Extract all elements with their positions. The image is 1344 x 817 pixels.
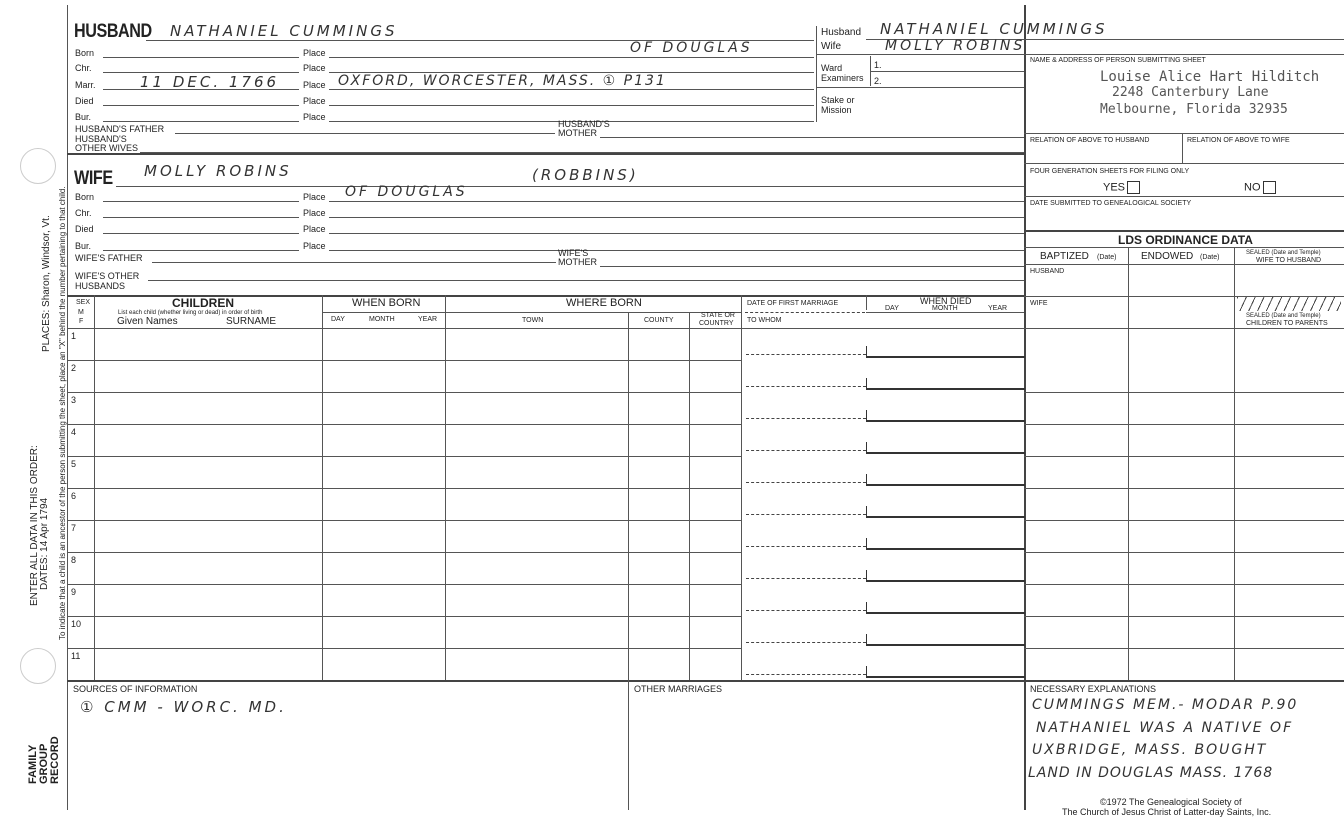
- tr-wife-label: Wife: [821, 41, 841, 52]
- endowed-date-label: (Date): [1200, 254, 1220, 261]
- lds-row-divider: [1024, 584, 1344, 585]
- born-year-header: YEAR: [418, 316, 438, 323]
- when-died-header: WHEN DIED: [920, 296, 972, 306]
- died-bracket: [866, 474, 1025, 486]
- surname-header: SURNAME: [226, 316, 277, 327]
- places-order: PLACES: Sharon, Windsor, Vt.: [41, 215, 52, 352]
- sex-f: F: [79, 318, 84, 325]
- explanations-label: NECESSARY EXPLANATIONS: [1030, 684, 1157, 694]
- hatched-box: [1237, 297, 1341, 311]
- first-marriage-dash: [746, 610, 866, 611]
- wife-born-place[interactable]: OF DOUGLAS: [345, 184, 468, 200]
- where-born-header: WHERE BORN: [566, 297, 642, 309]
- husband-chr-label: Chr.: [75, 63, 92, 73]
- lds-wife: WIFE: [1030, 300, 1048, 307]
- first-marriage-dash: [746, 514, 866, 515]
- child-row-divider: [67, 648, 741, 649]
- lds-row-divider: [1024, 648, 1344, 649]
- endowed-label: ENDOWED: [1141, 251, 1194, 262]
- baptized-date-label: (Date): [1097, 254, 1117, 261]
- sealed-children-1: SEALED (Date and Temple): [1246, 313, 1321, 319]
- lds-row-divider: [1024, 520, 1344, 521]
- sealed-wife-1: SEALED (Date and Temple): [1246, 250, 1321, 256]
- died-bracket: [866, 602, 1025, 614]
- husband-born-place-label: Place: [303, 48, 326, 58]
- child-row-divider: [67, 584, 741, 585]
- husband-bur-place-label: Place: [303, 112, 326, 122]
- form-title: FAMILY GROUP RECORD: [27, 736, 61, 784]
- husband-born-label: Born: [75, 48, 95, 58]
- explanation-line-4[interactable]: LAND IN DOUGLAS MASS. 1768: [1028, 765, 1274, 781]
- wife-chr-place-label: Place: [303, 208, 326, 218]
- died-bracket: [866, 506, 1025, 518]
- submitter-street[interactable]: 2248 Canterbury Lane: [1112, 85, 1269, 100]
- child-row-divider: [67, 520, 741, 521]
- date-submitted-label: DATE SUBMITTED TO GENEALOGICAL SOCIETY: [1030, 200, 1192, 207]
- first-marriage-header: DATE OF FIRST MARRIAGE: [747, 300, 839, 307]
- child-row[interactable]: [67, 360, 1024, 392]
- marriage-place[interactable]: OXFORD, WORCESTER, MASS. ① P131: [338, 73, 667, 89]
- stake-label-2: Mission: [821, 105, 852, 115]
- died-month-header: MONTH: [932, 305, 958, 312]
- no-checkbox[interactable]: [1244, 181, 1276, 194]
- died-bracket: [866, 346, 1025, 358]
- first-marriage-dash: [746, 354, 866, 355]
- child-row-divider: [67, 488, 741, 489]
- died-bracket: [866, 538, 1025, 550]
- lds-row-divider: [1024, 488, 1344, 489]
- child-row-number: 10: [71, 619, 82, 629]
- state-header-1: STATE OR: [701, 312, 735, 319]
- frame-ward: [816, 26, 817, 122]
- child-row[interactable]: [67, 456, 1024, 488]
- indicate-ancestor-note: To indicate that a child is an ancestor of the person submitting the sheet, place an "X" behind the number pertaining to that child.: [58, 186, 67, 640]
- husband-other-wives-1: HUSBAND'S: [75, 134, 127, 144]
- died-year-header: YEAR: [988, 305, 1008, 312]
- wife-bur-label: Bur.: [75, 241, 92, 251]
- to-whom-header: TO WHOM: [747, 317, 782, 324]
- frame-mid: [1024, 5, 1026, 810]
- died-day-header: DAY: [885, 305, 899, 312]
- husband-heading: HUSBAND: [74, 21, 152, 42]
- died-bracket: [866, 570, 1025, 582]
- baptized-label: BAPTIZED: [1040, 251, 1089, 262]
- town-header: TOWN: [522, 317, 544, 324]
- wife-mother-label-2: MOTHER: [558, 257, 597, 267]
- child-row[interactable]: [67, 328, 1024, 360]
- wife-born-place-label: Place: [303, 192, 326, 202]
- husband-father-label: HUSBAND'S FATHER: [75, 124, 165, 134]
- submitter-city[interactable]: Melbourne, Florida 32935: [1100, 102, 1288, 117]
- first-marriage-dash: [746, 642, 866, 643]
- binder-hole-top: [20, 148, 56, 184]
- child-row[interactable]: [67, 488, 1024, 520]
- child-row-divider: [67, 424, 741, 425]
- child-row[interactable]: [67, 552, 1024, 584]
- child-row-divider: [67, 456, 741, 457]
- examiner-2[interactable]: 2.: [874, 76, 882, 86]
- died-bracket: [866, 666, 1025, 678]
- husband-chr-place-label: Place: [303, 63, 326, 73]
- stake-label-1: Stake or: [821, 95, 855, 105]
- husband-name[interactable]: NATHANIEL CUMMINGS: [170, 22, 398, 40]
- examiners-label: Examiners: [821, 73, 864, 83]
- child-row-number: 11: [71, 651, 81, 661]
- child-row-divider: [67, 552, 741, 553]
- name-address-label: NAME & ADDRESS OF PERSON SUBMITTING SHEET: [1030, 57, 1206, 64]
- child-row-number: 5: [71, 459, 77, 469]
- lds-row-divider: [1024, 424, 1344, 425]
- sealed-children-2: CHILDREN TO PARENTS: [1246, 320, 1328, 327]
- lds-husband: HUSBAND: [1030, 268, 1065, 275]
- child-row[interactable]: [67, 520, 1024, 552]
- yes-checkbox[interactable]: [1103, 181, 1140, 194]
- children-instruction: List each child (whether living or dead) in order of birth: [118, 310, 263, 316]
- wife-father-label: WIFE'S FATHER: [75, 253, 143, 263]
- child-row[interactable]: [67, 392, 1024, 424]
- dates-order: DATES: 14 Apr 1794: [39, 497, 50, 590]
- husband-mother-label-1: HUSBAND'S: [558, 119, 610, 129]
- lds-row-divider: [1024, 552, 1344, 553]
- sources-text[interactable]: ① CMM - WORC. MD.: [80, 698, 287, 716]
- wife-born-label: Born: [75, 192, 95, 202]
- other-marriages-label: OTHER MARRIAGES: [634, 684, 723, 694]
- sex-m: M: [78, 309, 84, 316]
- husband-died-label: Died: [75, 96, 94, 106]
- first-marriage-dash: [746, 546, 866, 547]
- died-bracket: [866, 410, 1025, 422]
- sources-label: SOURCES OF INFORMATION: [73, 684, 198, 694]
- child-row[interactable]: [67, 584, 1024, 616]
- wife-died-label: Died: [75, 224, 94, 234]
- died-bracket: [866, 634, 1025, 646]
- lds-title: LDS ORDINANCE DATA: [1118, 233, 1253, 247]
- children-title: CHILDREN: [172, 296, 234, 310]
- state-header-2: COUNTRY: [699, 320, 734, 327]
- child-row-number: 4: [71, 427, 77, 437]
- first-marriage-dash: [746, 418, 866, 419]
- wife-alt-name[interactable]: (ROBBINS): [532, 166, 639, 184]
- husband-bur-label: Bur.: [75, 112, 92, 122]
- husband-mother-label-2: MOTHER: [558, 128, 597, 138]
- binder-hole-bottom: [20, 648, 56, 684]
- sealed-wife-2: WIFE TO HUSBAND: [1256, 257, 1322, 264]
- no-label: NO: [1244, 181, 1261, 194]
- child-row-number: 3: [71, 395, 77, 405]
- tr-husband-name[interactable]: NATHANIEL CUMMINGS: [880, 20, 1108, 38]
- child-row-number: 8: [71, 555, 77, 565]
- child-row-number: 9: [71, 587, 77, 597]
- child-row-number: 7: [71, 523, 77, 533]
- tr-husband-label: Husband: [821, 27, 862, 38]
- ward-label: Ward: [821, 63, 843, 73]
- wife-chr-label: Chr.: [75, 208, 92, 218]
- first-marriage-dash: [746, 578, 866, 579]
- no-box[interactable]: [1263, 181, 1276, 194]
- relation-husband-label: RELATION OF ABOVE TO HUSBAND: [1030, 137, 1150, 144]
- child-row-divider: [67, 392, 741, 393]
- copyright-1: ©1972 The Genealogical Society of: [1100, 797, 1242, 807]
- husband-born-place[interactable]: OF DOUGLAS: [630, 40, 753, 56]
- copyright-2: The Church of Jesus Christ of Latter-day Saints, Inc.: [1062, 807, 1272, 817]
- wife-bur-place-label: Place: [303, 241, 326, 251]
- first-marriage-dash: [746, 482, 866, 483]
- lds-row-divider: [1024, 616, 1344, 617]
- four-gen-label: FOUR GENERATION SHEETS FOR FILING ONLY: [1030, 168, 1190, 175]
- marriage-date[interactable]: 11 DEC. 1766: [140, 73, 280, 91]
- wife-heading: WIFE: [74, 168, 113, 189]
- tr-wife-name[interactable]: MOLLY ROBINS: [885, 38, 1026, 54]
- child-row-divider: [67, 616, 741, 617]
- explanation-line-3[interactable]: UXBRIDGE, MASS. BOUGHT: [1032, 742, 1268, 758]
- died-bracket: [866, 378, 1025, 390]
- husband-died-place-label: Place: [303, 96, 326, 106]
- child-row-divider: [67, 360, 741, 361]
- husband-marr-place-label: Place: [303, 80, 326, 90]
- yes-box[interactable]: [1127, 181, 1140, 194]
- born-month-header: MONTH: [369, 316, 395, 323]
- lds-row-divider: [1024, 392, 1344, 393]
- examiner-1[interactable]: 1.: [874, 60, 882, 70]
- yes-label: YES: [1103, 181, 1126, 194]
- submitter-name[interactable]: Louise Alice Hart Hilditch: [1100, 69, 1320, 85]
- child-row-number: 1: [71, 331, 77, 341]
- child-row-number: 2: [71, 363, 77, 373]
- first-marriage-dash: [746, 450, 866, 451]
- lds-row-divider: [1024, 456, 1344, 457]
- sex-label: SEX: [76, 299, 91, 306]
- wife-other-husbands-1: WIFE'S OTHER: [75, 271, 140, 281]
- wife-other-husbands-2: HUSBANDS: [75, 281, 126, 291]
- child-row[interactable]: [67, 616, 1024, 648]
- husband-marr-label: Marr.: [75, 80, 96, 90]
- wife-died-place-label: Place: [303, 224, 326, 234]
- first-marriage-dash: [746, 674, 866, 675]
- first-marriage-dash: [746, 386, 866, 387]
- enter-order: ENTER ALL DATA IN THIS ORDER:: [29, 445, 40, 606]
- explanation-line-1[interactable]: CUMMINGS MEM.- MODAR P.90: [1032, 697, 1299, 713]
- child-row-number: 6: [71, 491, 77, 501]
- wife-name[interactable]: MOLLY ROBINS: [144, 162, 292, 180]
- county-header: COUNTY: [644, 317, 674, 324]
- husband-other-wives-2: OTHER WIVES: [75, 143, 139, 153]
- child-row[interactable]: [67, 648, 1024, 680]
- wife-mother-label-1: WIFE'S: [558, 248, 589, 258]
- born-day-header: DAY: [331, 316, 345, 323]
- explanation-line-2[interactable]: NATHANIEL WAS A NATIVE OF: [1036, 720, 1294, 736]
- relation-wife-label: RELATION OF ABOVE TO WIFE: [1187, 137, 1290, 144]
- given-names-header: Given Names: [117, 316, 178, 327]
- when-born-header: WHEN BORN: [352, 297, 421, 309]
- child-row[interactable]: [67, 424, 1024, 456]
- died-bracket: [866, 442, 1025, 454]
